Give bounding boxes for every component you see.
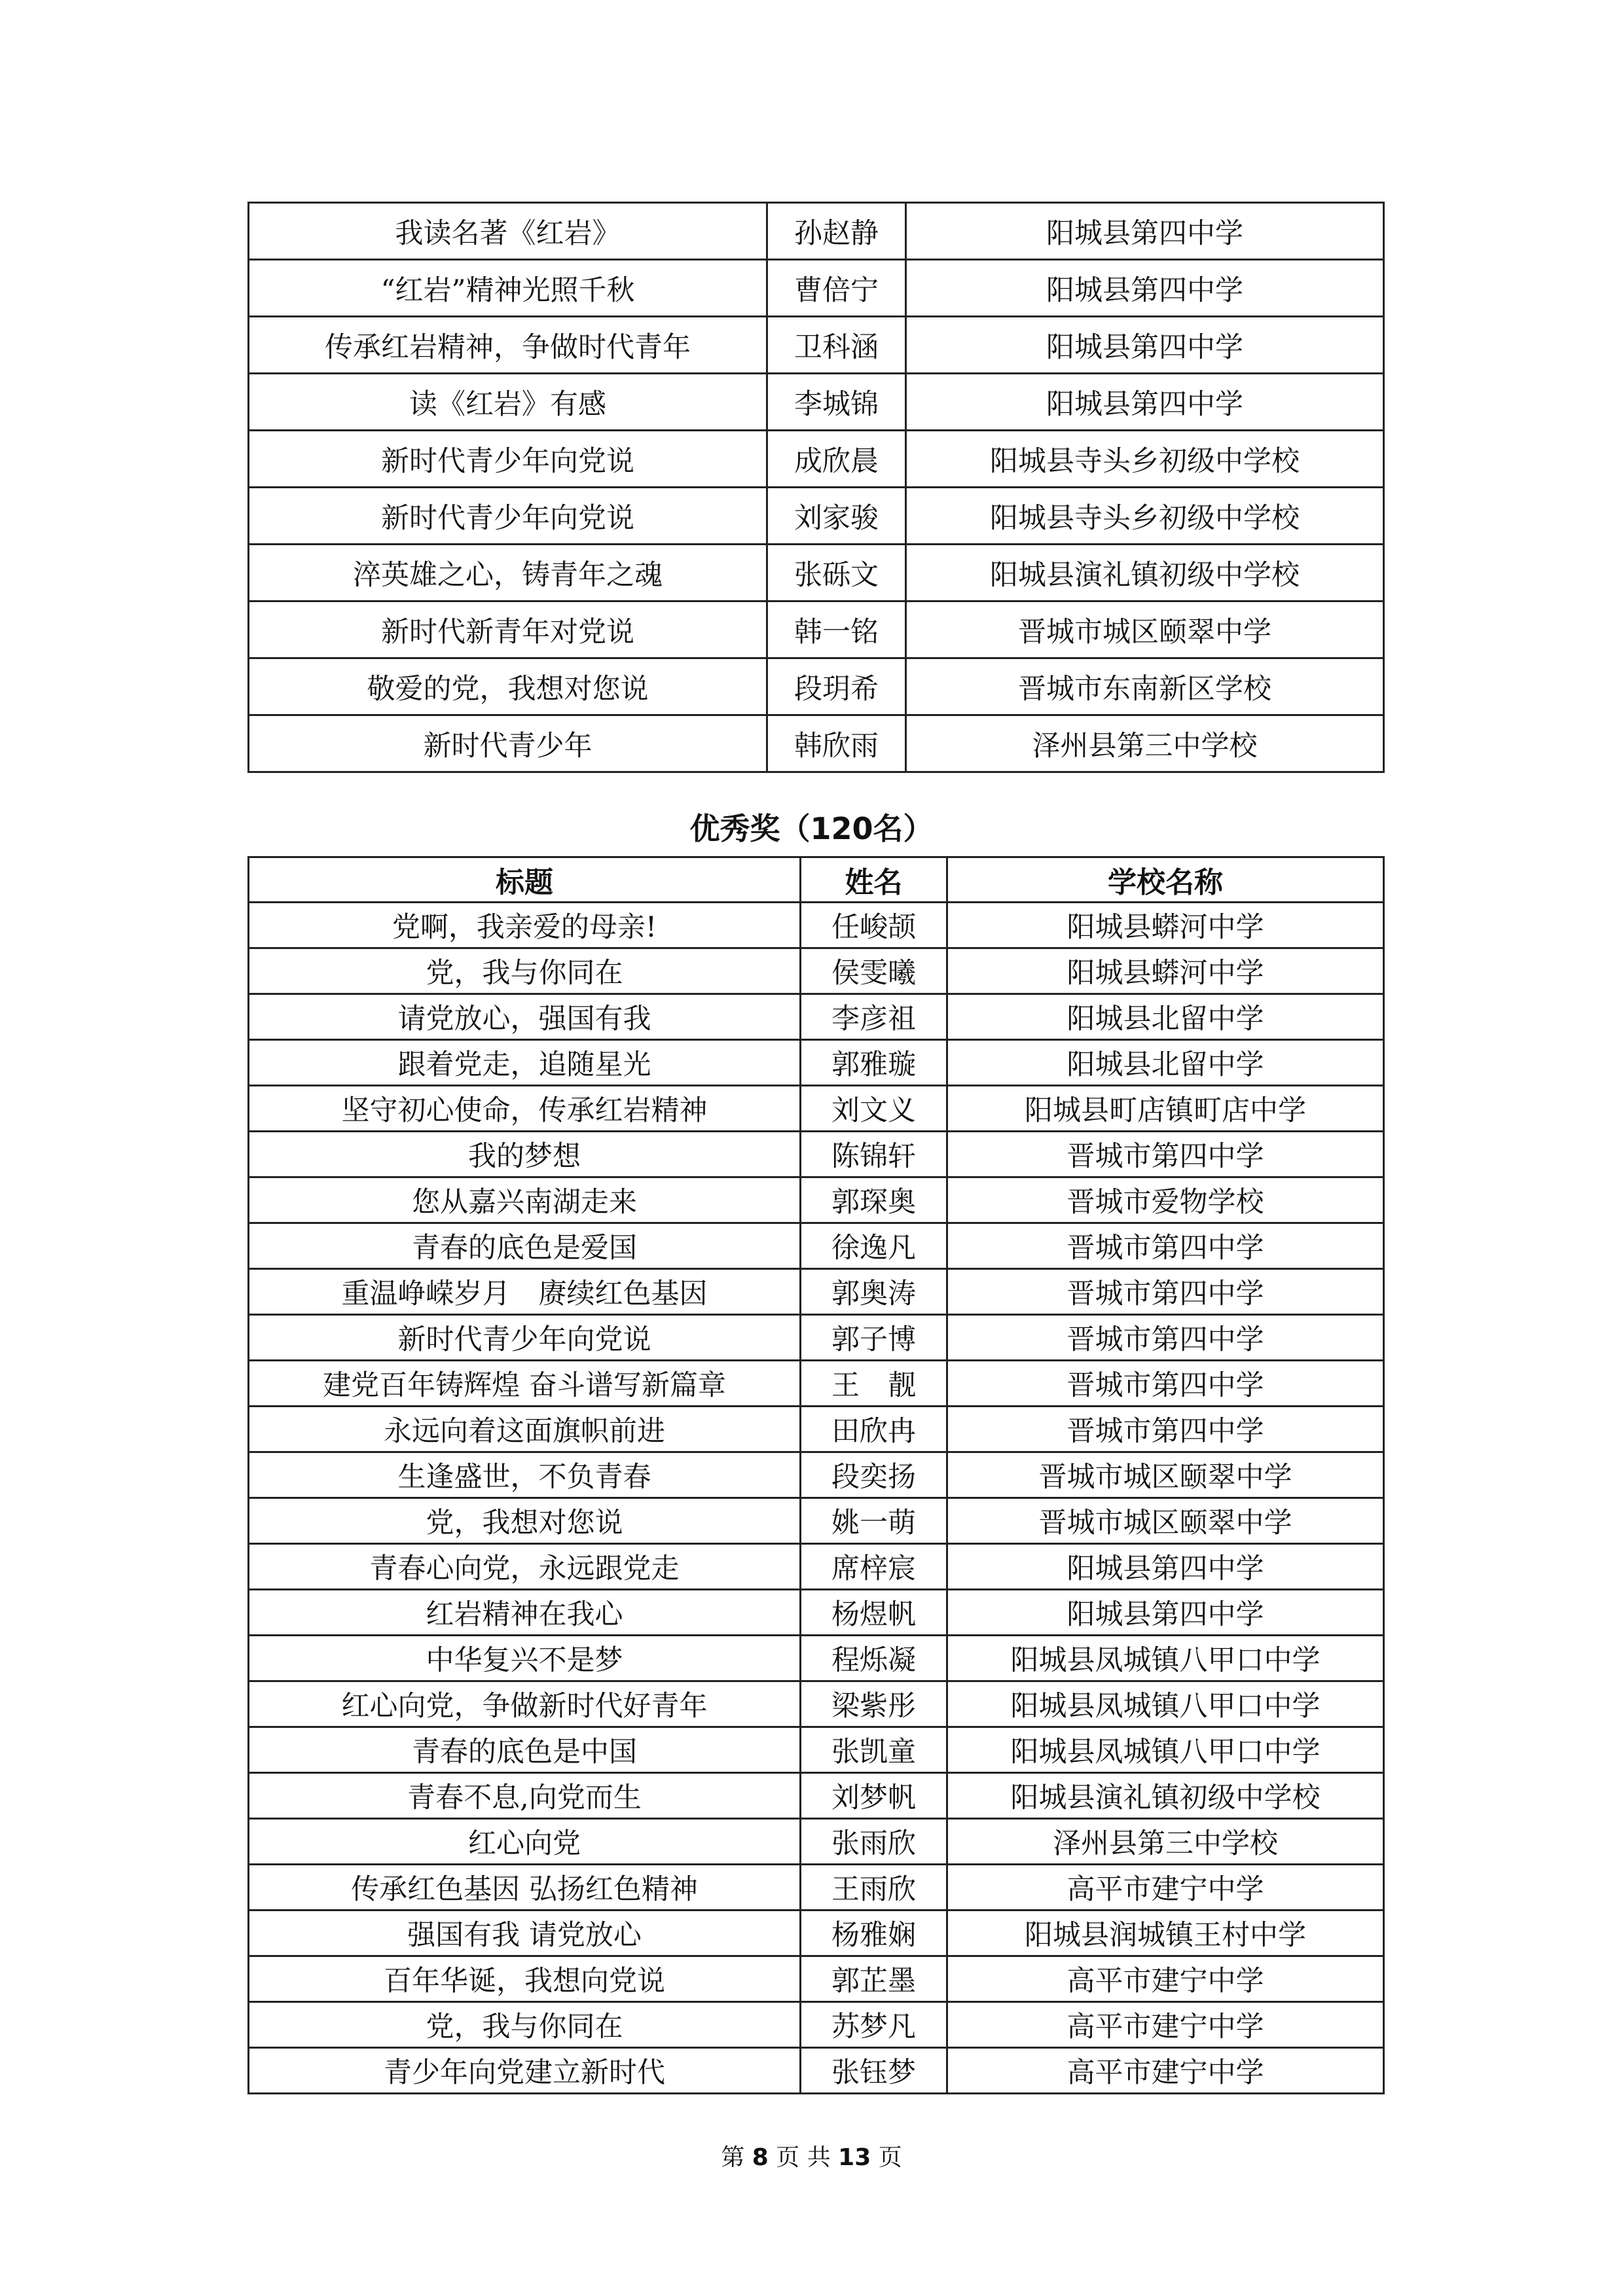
table-row [249, 2048, 1384, 2094]
cell-name: 苏梦凡 [801, 2002, 947, 2048]
cell-school: 高平市建宁中学 [947, 2002, 1384, 2048]
cell-name: 郭琛奥 [801, 1177, 947, 1223]
cell-school: 晋城市城区颐翠中学 [947, 1498, 1384, 1544]
cell-school: 阳城县第四中学 [947, 1544, 1384, 1590]
cell-title: 青春的底色是中国 [249, 1727, 801, 1773]
cell-name: 孙赵静 [767, 203, 906, 260]
cell-name: 梁紫彤 [801, 1681, 947, 1727]
cell-school: 阳城县凤城镇八甲口中学 [947, 1636, 1384, 1681]
cell-title: 建党百年铸辉煌 奋斗谱写新篇章 [249, 1361, 801, 1407]
cell-name: 徐逸凡 [801, 1223, 947, 1269]
cell-title: 党，我想对您说 [249, 1498, 801, 1544]
cell-name: 郭雅璇 [801, 1040, 947, 1086]
cell-name: 郭子博 [801, 1315, 947, 1361]
table-row [249, 1590, 1384, 1636]
table-row [249, 260, 1384, 317]
cell-name: 杨煜帆 [801, 1590, 947, 1636]
cell-name: 段奕扬 [801, 1452, 947, 1498]
cell-school: 泽州县第三中学校 [906, 715, 1384, 772]
table-row [249, 903, 1384, 948]
cell-title: 红心向党，争做新时代好青年 [249, 1681, 801, 1727]
excellence-award-table [247, 856, 1385, 2094]
cell-school: 晋城市第四中学 [947, 1315, 1384, 1361]
cell-school: 高平市建宁中学 [947, 1865, 1384, 1910]
cell-school: 阳城县寺头乡初级中学校 [906, 488, 1384, 545]
table-row [249, 1132, 1384, 1177]
cell-title: 青春不息,向党而生 [249, 1773, 801, 1819]
cell-name: 刘梦帆 [801, 1773, 947, 1819]
table-row [249, 1269, 1384, 1315]
cell-school: 阳城县寺头乡初级中学校 [906, 431, 1384, 488]
cell-title: 党，我与你同在 [249, 948, 801, 994]
cell-title: 新时代青少年 [249, 715, 767, 772]
cell-title: 请党放心，强国有我 [249, 994, 801, 1040]
footer-middle: 页 共 [776, 2144, 831, 2171]
cell-name: 郭芷墨 [801, 1956, 947, 2002]
cell-name: 王雨欣 [801, 1865, 947, 1910]
table-row [249, 203, 1384, 260]
cell-school: 阳城县凤城镇八甲口中学 [947, 1727, 1384, 1773]
cell-title: 坚守初心使命，传承红岩精神 [249, 1086, 801, 1132]
cell-name: 刘家骏 [767, 488, 906, 545]
footer-page-number: 8 [752, 2144, 769, 2171]
table-row [249, 1177, 1384, 1223]
cell-school: 晋城市第四中学 [947, 1132, 1384, 1177]
table-row [249, 1865, 1384, 1910]
column-header-school: 学校名称 [947, 857, 1384, 903]
table-row [249, 1315, 1384, 1361]
cell-school: 晋城市城区颐翠中学 [947, 1452, 1384, 1498]
cell-school: 阳城县第四中学 [906, 317, 1384, 374]
cell-title: 红岩精神在我心 [249, 1590, 801, 1636]
cell-school: 阳城县北留中学 [947, 1040, 1384, 1086]
cell-title: 新时代青少年向党说 [249, 1315, 801, 1361]
table-row [249, 488, 1384, 545]
cell-school: 阳城县演礼镇初级中学校 [947, 1773, 1384, 1819]
table-row [249, 658, 1384, 715]
cell-school: 阳城县第四中学 [906, 260, 1384, 317]
cell-school: 晋城市第四中学 [947, 1361, 1384, 1407]
table-row [249, 1407, 1384, 1452]
table-row [249, 1727, 1384, 1773]
cell-title: 强国有我 请党放心 [249, 1910, 801, 1956]
cell-name: 张钰梦 [801, 2048, 947, 2094]
cell-name: 张砾文 [767, 545, 906, 601]
cell-title: 生逢盛世，不负青春 [249, 1452, 801, 1498]
cell-school: 晋城市第四中学 [947, 1223, 1384, 1269]
table-row [249, 1544, 1384, 1590]
table-row [249, 545, 1384, 601]
cell-name: 程烁凝 [801, 1636, 947, 1681]
cell-name: 王 靓 [801, 1361, 947, 1407]
cell-school: 晋城市第四中学 [947, 1269, 1384, 1315]
table-row [249, 1636, 1384, 1681]
cell-name: 郭奥涛 [801, 1269, 947, 1315]
table-row [249, 1498, 1384, 1544]
cell-school: 阳城县町店镇町店中学 [947, 1086, 1384, 1132]
cell-title: 我的梦想 [249, 1132, 801, 1177]
table-row [249, 601, 1384, 658]
cell-school: 阳城县凤城镇八甲口中学 [947, 1681, 1384, 1727]
cell-name: 陈锦轩 [801, 1132, 947, 1177]
table-row [249, 1956, 1384, 2002]
cell-name: 田欣冉 [801, 1407, 947, 1452]
winners-table-body [249, 203, 1384, 772]
table-row [249, 1819, 1384, 1865]
cell-school: 阳城县蟒河中学 [947, 948, 1384, 994]
cell-school: 高平市建宁中学 [947, 2048, 1384, 2094]
cell-title: 青春的底色是爱国 [249, 1223, 801, 1269]
cell-title: “红岩”精神光照千秋 [249, 260, 767, 317]
cell-title: 青春心向党，永远跟党走 [249, 1544, 801, 1590]
excellence-award-table-body [249, 903, 1384, 2094]
excellence-award-heading: 优秀奖（120名） [689, 811, 934, 846]
cell-name: 姚一萌 [801, 1498, 947, 1544]
cell-name: 韩一铭 [767, 601, 906, 658]
table-row [249, 1223, 1384, 1269]
table-row [249, 1086, 1384, 1132]
cell-name: 曹倍宁 [767, 260, 906, 317]
cell-school: 晋城市城区颐翠中学 [906, 601, 1384, 658]
cell-title: 敬爱的党，我想对您说 [249, 658, 767, 715]
cell-name: 杨雅娴 [801, 1910, 947, 1956]
cell-title: 党，我与你同在 [249, 2002, 801, 2048]
footer-prefix: 第 [721, 2144, 745, 2171]
table-row [249, 948, 1384, 994]
cell-school: 晋城市东南新区学校 [906, 658, 1384, 715]
cell-name: 席梓宸 [801, 1544, 947, 1590]
cell-school: 晋城市第四中学 [947, 1407, 1384, 1452]
cell-title: 新时代青少年向党说 [249, 431, 767, 488]
table-row [249, 1452, 1384, 1498]
table-header-row [249, 857, 1384, 903]
cell-school: 高平市建宁中学 [947, 1956, 1384, 2002]
cell-school: 阳城县第四中学 [906, 203, 1384, 260]
cell-title: 新时代青少年向党说 [249, 488, 767, 545]
cell-school: 阳城县演礼镇初级中学校 [906, 545, 1384, 601]
cell-name: 任峻颉 [801, 903, 947, 948]
cell-title: 跟着党走，追随星光 [249, 1040, 801, 1086]
cell-title: 百年华诞，我想向党说 [249, 1956, 801, 2002]
cell-title: 党啊，我亲爱的母亲! [249, 903, 801, 948]
cell-title: 青少年向党建立新时代 [249, 2048, 801, 2094]
cell-school: 阳城县第四中学 [906, 374, 1384, 431]
cell-name: 刘文义 [801, 1086, 947, 1132]
table-row [249, 1040, 1384, 1086]
cell-name: 韩欣雨 [767, 715, 906, 772]
table-row [249, 1910, 1384, 1956]
cell-name: 张雨欣 [801, 1819, 947, 1865]
cell-title: 传承红岩精神，争做时代青年 [249, 317, 767, 374]
winners-table-continued [247, 202, 1385, 773]
cell-title: 读《红岩》有感 [249, 374, 767, 431]
footer-total-pages: 13 [838, 2144, 871, 2171]
cell-school: 晋城市爱物学校 [947, 1177, 1384, 1223]
page-footer [0, 2139, 1623, 2172]
cell-title: 您从嘉兴南湖走来 [249, 1177, 801, 1223]
cell-school: 阳城县蟒河中学 [947, 903, 1384, 948]
column-header-title: 标题 [249, 857, 801, 903]
cell-title: 淬英雄之心，铸青年之魂 [249, 545, 767, 601]
cell-name: 李彦祖 [801, 994, 947, 1040]
cell-title: 永远向着这面旗帜前进 [249, 1407, 801, 1452]
cell-title: 重温峥嵘岁月 赓续红色基因 [249, 1269, 801, 1315]
cell-school: 泽州县第三中学校 [947, 1819, 1384, 1865]
cell-school: 阳城县第四中学 [947, 1590, 1384, 1636]
cell-title: 红心向党 [249, 1819, 801, 1865]
table-row [249, 994, 1384, 1040]
table-row [249, 431, 1384, 488]
cell-school: 阳城县润城镇王村中学 [947, 1910, 1384, 1956]
cell-name: 张凯童 [801, 1727, 947, 1773]
table-row [249, 374, 1384, 431]
cell-name: 成欣晨 [767, 431, 906, 488]
cell-title: 传承红色基因 弘扬红色精神 [249, 1865, 801, 1910]
table-row [249, 317, 1384, 374]
cell-title: 我读名著《红岩》 [249, 203, 767, 260]
cell-name: 侯雯曦 [801, 948, 947, 994]
table-row [249, 1681, 1384, 1727]
cell-name: 卫科涵 [767, 317, 906, 374]
footer-suffix: 页 [878, 2144, 902, 2171]
cell-title: 新时代新青年对党说 [249, 601, 767, 658]
table-row [249, 2002, 1384, 2048]
cell-name: 李城锦 [767, 374, 906, 431]
cell-school: 阳城县北留中学 [947, 994, 1384, 1040]
cell-title: 中华复兴不是梦 [249, 1636, 801, 1681]
column-header-name: 姓名 [801, 857, 947, 903]
table-row [249, 1773, 1384, 1819]
table-row [249, 715, 1384, 772]
cell-name: 段玥希 [767, 658, 906, 715]
table-row [249, 1361, 1384, 1407]
